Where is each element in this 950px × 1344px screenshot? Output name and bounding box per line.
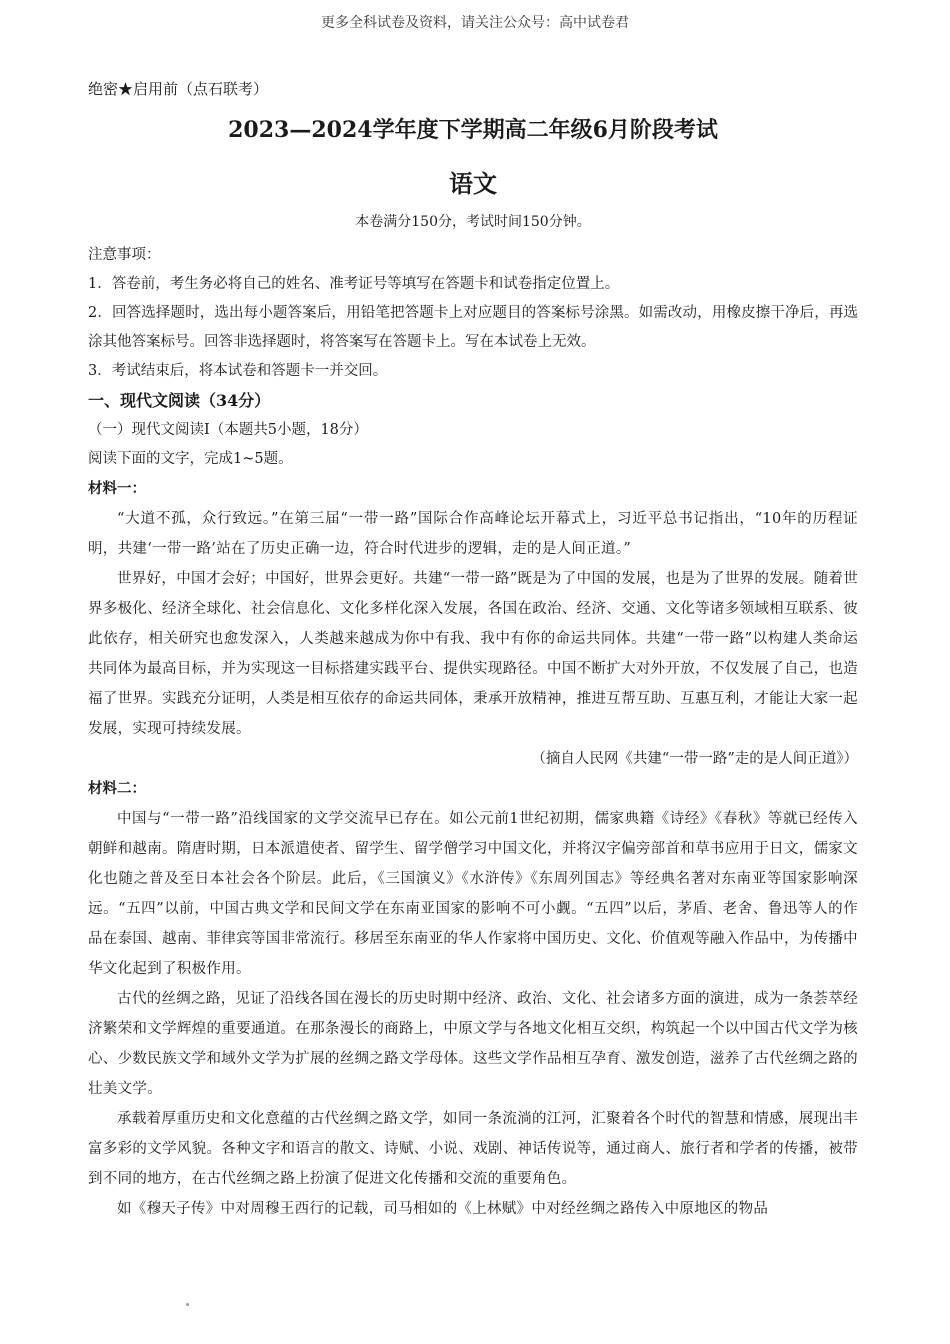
- footer-dot: [186, 1303, 189, 1306]
- notice-item: 1．答卷前，考生务必将自己的姓名、准考证号等填写在答题卡和试卷指定位置上。: [88, 276, 620, 292]
- material-paragraph: 古代的丝绸之路，见证了沿线各国在漫长的历史时期中经济、政治、文化、社会诸多方面的演进，成为一条荟萃经济繁荣和文学辉煌的重要通道。在那条漫长的商路上，中原文学与各地文化相互交织，构筑起一个以中国古代文学为核心、少数民族文学和域外文学为扩展的丝绸之路文学母体。这些文学作品相互孕育、激发创造，滋养了古代丝绸之路的壮美文学。: [88, 991, 858, 1097]
- page-content: [88, 78, 858, 1224]
- notice-label: 注意事项：: [88, 247, 161, 263]
- material-paragraph: 中国与“一带一路”沿线国家的文学交流早已存在。如公元前1世纪初期，儒家典籍《诗经》《春秋》等就已经传入朝鲜和越南。隋唐时期，日本派遣使者、留学生、留学僧学习中国文化，并将汉字偏旁部首和草书应用于日文，儒家文化也随之普及至日本社会各个阶层。此后，《三国演义》《水浒传》《东周列国志》等经典名著对东南亚等国家影响深远。“五四”以前，中国古典文学和民间文学在东南亚国家的影响不可小觑。“五四”以后，茅盾、老舍、鲁迅等人的作品在泰国、越南、菲律宾等国非常流行。移居至东南亚的华人作家将中国历史、文化、价值观等融入作品中，为传播中华文化起到了积极作用。: [88, 811, 858, 977]
- exam-title: 2023—2024学年度下学期高二年级6月阶段考试: [228, 117, 718, 143]
- material-two: [88, 774, 858, 1224]
- notice-item: 2．回答选择题时，选出每小题答案后，用铅笔把答题卡上对应题目的答案标号涂黑。如需改动，用橡皮擦干净后，再选涂其他答案标号。回答非选择题时，将答案写在答题卡上。写在本试卷上无效。: [88, 305, 858, 350]
- material-one: [88, 474, 858, 774]
- secret-label: 绝密★启用前（点石联考）: [88, 80, 269, 98]
- material-label: 材料一：: [88, 480, 146, 497]
- material-paragraph: “大道不孤，众行致远。”在第三届“一带一路”国际合作高峰论坛开幕式上，习近平总书记指出，“10年的历程证明，共建‘一带一路’站在了历史正确一边，符合时代进步的逻辑，走的是人间正道。”: [88, 511, 858, 557]
- material-paragraph: 如《穆天子传》中对周穆王西行的记载，司马相如的《上林赋》中对经丝绸之路传入中原地区的物品: [117, 1201, 769, 1217]
- notice-item: 3．考试结束后，将本试卷和答题卡一并交回。: [88, 363, 388, 379]
- notice-block: [88, 241, 858, 386]
- section-heading: 一、现代文阅读（34分）: [88, 391, 271, 410]
- material-source: （摘自人民网《共建“一带一路”走的是人间正道》）: [531, 751, 858, 767]
- material-label: 材料二：: [88, 780, 146, 797]
- sub-section-heading: （一）现代文阅读Ⅰ（本题共5小题，18分）: [88, 422, 368, 438]
- exam-info: 本卷满分150分，考试时间150分钟。: [355, 214, 591, 230]
- reading-instruction: 阅读下面的文字，完成1~5题。: [88, 451, 293, 467]
- material-paragraph: 世界好，中国才会好；中国好，世界会更好。共建“一带一路”既是为了中国的发展，也是为了世界的发展。随着世界多极化、经济全球化、社会信息化、文化多样化深入发展，各国在政治、经济、交通、文化等诸多领域相互联系、彼此依存，相关研究也愈发深入，人类越来越成为你中有我、我中有你的命运共同体。共建“一带一路”以构建人类命运共同体为最高目标，并为实现这一目标搭建实践平台、提供实现路径。中国不断扩大对外开放，不仅发展了自己，也造福了世界。实践充分证明，人类是相互依存的命运共同体，秉承开放精神，推进互帮互助、互惠互利，才能让大家一起发展，实现可持续发展。: [88, 571, 858, 737]
- subject-title: 语文: [449, 169, 497, 198]
- material-paragraph: 承载着厚重历史和文化意蕴的古代丝绸之路文学，如同一条流淌的江河，汇聚着各个时代的智慧和情感，展现出丰富多彩的文学风貌。各种文字和语言的散文、诗赋、小说、戏剧、神话传说等，通过商人、旅行者和学者的传播，被带到不同的地方，在古代丝绸之路上扮演了促进文化传播和交流的重要角色。: [88, 1111, 858, 1187]
- top-banner: 更多全科试卷及资料，请关注公众号：高中试卷君: [321, 15, 629, 31]
